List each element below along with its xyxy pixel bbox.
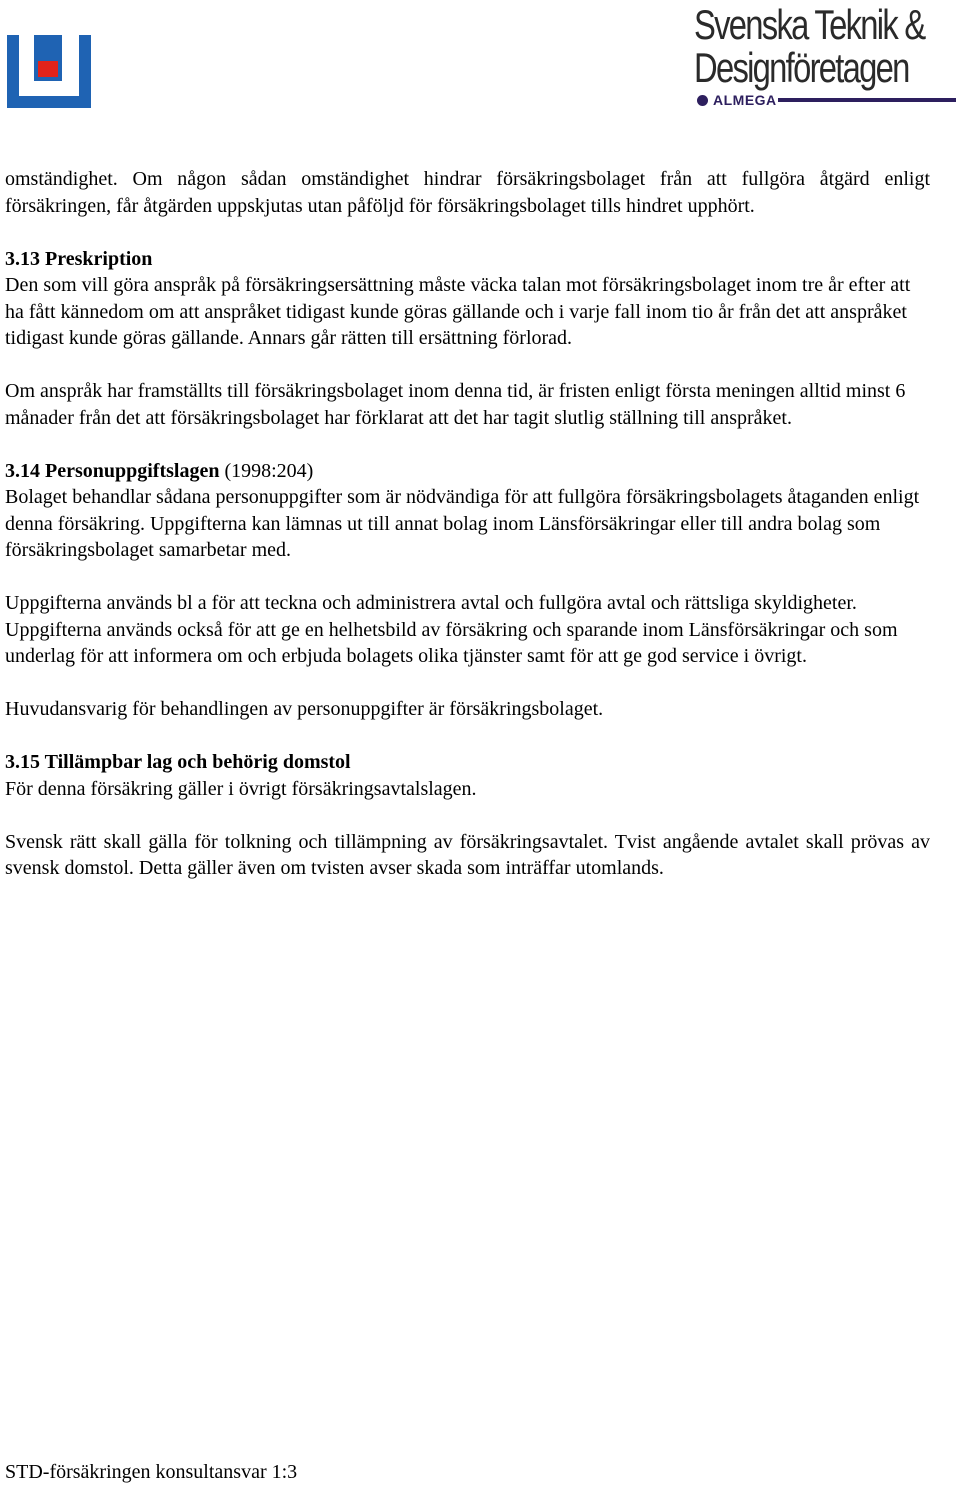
lansforsakringar-logo-icon	[7, 35, 91, 108]
almega-logo	[697, 92, 777, 108]
almega-underline	[778, 98, 956, 102]
section-3-14-paragraph-3: Huvudansvarig för behandlingen av personuppgifter är försäkringsbolaget.	[5, 698, 604, 720]
section-3-13-paragraph-1: Den som vill göra anspråk på försäkringsersättning måste väcka talan mot försäkringsbolaget inom tre år efter att ha fått kännedom om att anspråket tidigast kunde göras gällande och i varje fall inom tio år från det att anspråket tidigast kunde göras gällande. Annars går rätten till ersättning förlorad.	[5, 274, 911, 349]
svenska-teknik-designforetagen-logo	[694, 2, 958, 108]
section-3-15-paragraph-1: För denna försäkring gäller i övrigt försäkringsavtalslagen.	[5, 777, 477, 800]
section-3-14-heading-rest: (1998:204)	[219, 459, 314, 482]
logo-line-2: Designföretagen	[694, 44, 909, 91]
section-3-14-heading	[5, 458, 930, 485]
almega-label: ALMEGA	[713, 92, 777, 108]
document-body	[5, 166, 930, 882]
section-3-13-paragraph-2: Om anspråk har framställts till försäkringsbolaget inom denna tid, är fristen enligt första meningen alltid minst 6 månader från det att försäkringsbolaget har förklarat att det har tagit slutlig ställning till anspråket.	[5, 380, 906, 429]
section-3-14-paragraph-1: Bolaget behandlar sådana personuppgifter som är nödvändiga för att fullgöra försäkringsbolagets åtaganden enligt denna försäkring. Uppgifterna kan lämnas ut till annat bolag inom Länsförsäkringar eller till andra bolag som försäkringsbolaget samarbetar med.	[5, 486, 920, 561]
section-3-14-heading-bold: 3.14 Personuppgiftslagen	[5, 459, 220, 482]
section-3-13-heading: 3.13 Preskription	[5, 247, 153, 270]
section-3-15-heading: 3.15 Tillämpbar lag och behörig domstol	[5, 751, 351, 773]
page-footer: STD-försäkringen konsultansvar 1:3	[5, 1461, 298, 1483]
almega-dot-icon	[697, 95, 708, 106]
section-3-15-paragraph-2: Svensk rätt skall gälla för tolkning och tillämpning av försäkringsavtalet. Tvist angående avtalet skall prövas av svensk domstol. Detta gäller även om tvisten avser skada som inträffar utomlands.	[5, 830, 930, 879]
logo-mark-svg	[7, 35, 91, 108]
section-3-14-paragraph-2: Uppgifterna används bl a för att teckna och administrera avtal och fullgöra avtal och rättsliga skyldigheter. Uppgifterna används också för att ge en helhetsbild av försäkring och sparande inom Länsförsäkringar och som underlag för att informera om och erbjuda bolagets olika tjänster samt för att ge god service i övrigt.	[5, 592, 898, 667]
logo-line-1: Svenska Teknik &	[694, 1, 925, 48]
intro-paragraph: omständighet. Om någon sådan omständighet hindrar försäkringsbolaget från att fullgöra åtgärd enligt försäkringen, får åtgärden uppskjutas utan påföljd för försäkringsbolaget tills hindret upphört.	[5, 168, 930, 217]
